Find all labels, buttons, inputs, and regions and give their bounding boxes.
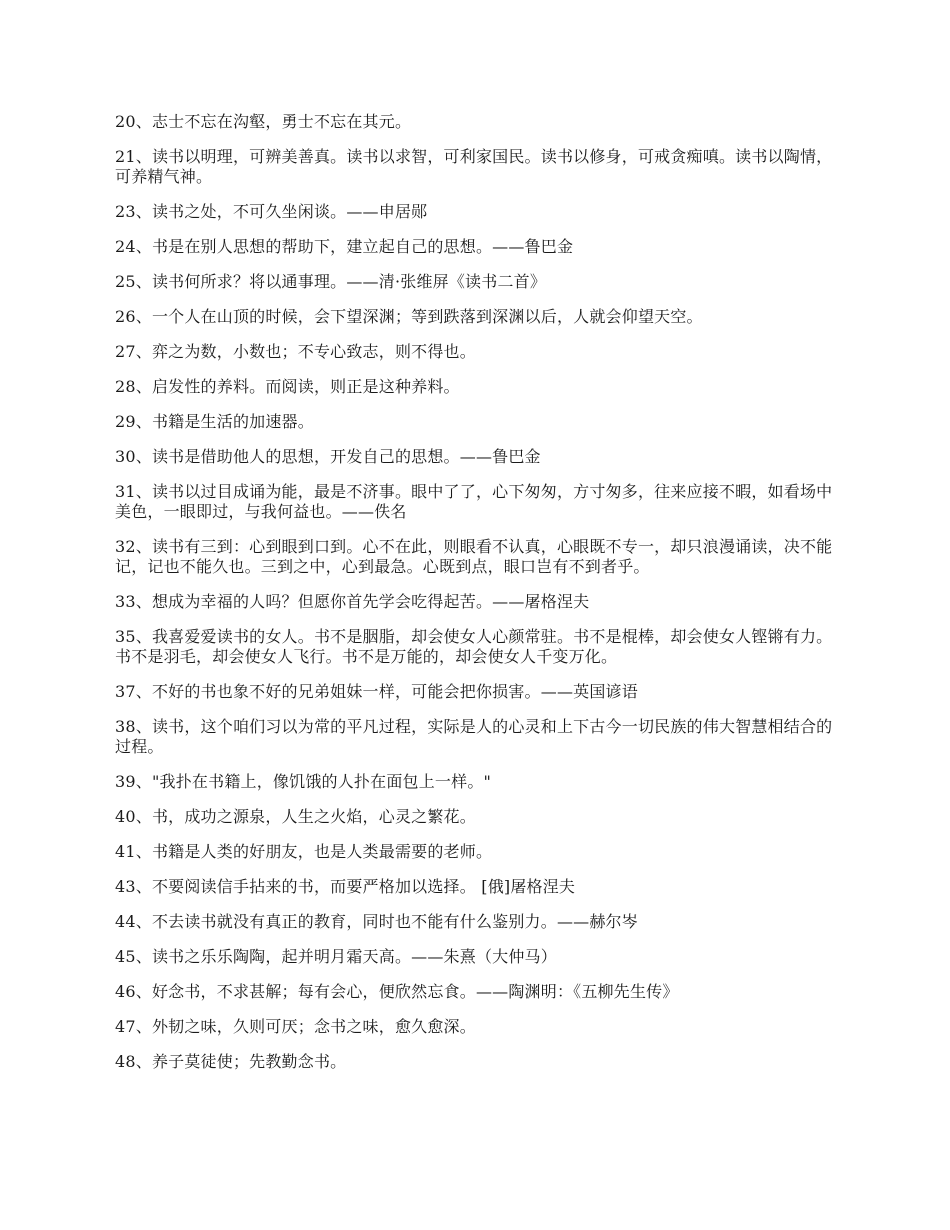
quote-item: 46、好念书，不求甚解；每有会心，便欣然忘食。——陶渊明：《五柳先生传》 xyxy=(115,982,679,1001)
quote-item: 29、书籍是生活的加速器。 xyxy=(115,412,314,431)
quote-item: 24、书是在别人思想的帮助下，建立起自己的思想。——鲁巴金 xyxy=(115,237,574,256)
quote-item: 41、书籍是人类的好朋友，也是人类最需要的老师。 xyxy=(115,842,493,861)
quote-item: 47、外韧之味，久则可厌；念书之味，愈久愈深。 xyxy=(115,1017,476,1036)
quote-item: 32、读书有三到：心到眼到口到。心不在此，则眼看不认真，心眼既不专一，却只浪漫诵读，决不能记，记也不能久也。三到之中，心到最急。心既到点，眼口岂有不到者乎。 xyxy=(115,537,833,576)
quote-item: 20、志士不忘在沟壑，勇士不忘在其元。 xyxy=(115,112,412,131)
quote-item: 23、读书之处，不可久坐闲谈。——申居郧 xyxy=(115,202,428,221)
quote-item: 38、读书，这个咱们习以为常的平凡过程，实际是人的心灵和上下古今一切民族的伟大智慧相结合的过程。 xyxy=(115,717,833,756)
quote-item: 30、读书是借助他人的思想，开发自己的思想。——鲁巴金 xyxy=(115,447,541,466)
quote-item: 40、书，成功之源泉，人生之火焰，心灵之繁花。 xyxy=(115,807,476,826)
quote-item: 28、启发性的养料。而阅读，则正是这种养料。 xyxy=(115,377,460,396)
quote-item: 37、不好的书也象不好的兄弟姐妹一样，可能会把你损害。——英国谚语 xyxy=(115,682,638,701)
quote-item: 26、一个人在山顶的时候，会下望深渊；等到跌落到深渊以后，人就会仰望天空。 xyxy=(115,307,703,326)
quote-item: 45、读书之乐乐陶陶，起并明月霜天高。——朱熹（大仲马） xyxy=(115,947,557,966)
quote-item: 35、我喜爱爱读书的女人。书不是胭脂，却会使女人心颜常驻。书不是棍棒，却会使女人铿锵有力。书不是羽毛，却会使女人飞行。书不是万能的，却会使女人千变万化。 xyxy=(115,627,833,666)
quote-item: 31、读书以过目成诵为能，最是不济事。眼中了了，心下匆匆，方寸匆多，往来应接不暇，如看场中美色，一眼即过，与我何益也。——佚名 xyxy=(115,482,833,521)
quote-item: 33、想成为幸福的人吗？但愿你首先学会吃得起苦。——屠格涅夫 xyxy=(115,592,590,611)
quote-item: 27、弈之为数，小数也；不专心致志，则不得也。 xyxy=(115,342,476,361)
quote-item: 21、读书以明理，可辨美善真。读书以求智，可利家国民。读书以修身，可戒贪痴嗔。读书以陶情，可养精气神。 xyxy=(115,147,833,186)
quote-item: 48、养子莫徒使；先教勤念书。 xyxy=(115,1052,347,1071)
quote-item: 43、不要阅读信手拈来的书，而要严格加以选择。 [俄]屠格涅夫 xyxy=(115,877,576,896)
quote-item: 39、"我扑在书籍上，像饥饿的人扑在面包上一样。" xyxy=(115,772,492,791)
quote-item: 25、读书何所求？将以通事理。——清·张维屏《读书二首》 xyxy=(115,272,547,291)
quote-list xyxy=(115,112,835,1087)
quote-item: 44、不去读书就没有真正的教育，同时也不能有什么鉴别力。——赫尔岑 xyxy=(115,912,638,931)
